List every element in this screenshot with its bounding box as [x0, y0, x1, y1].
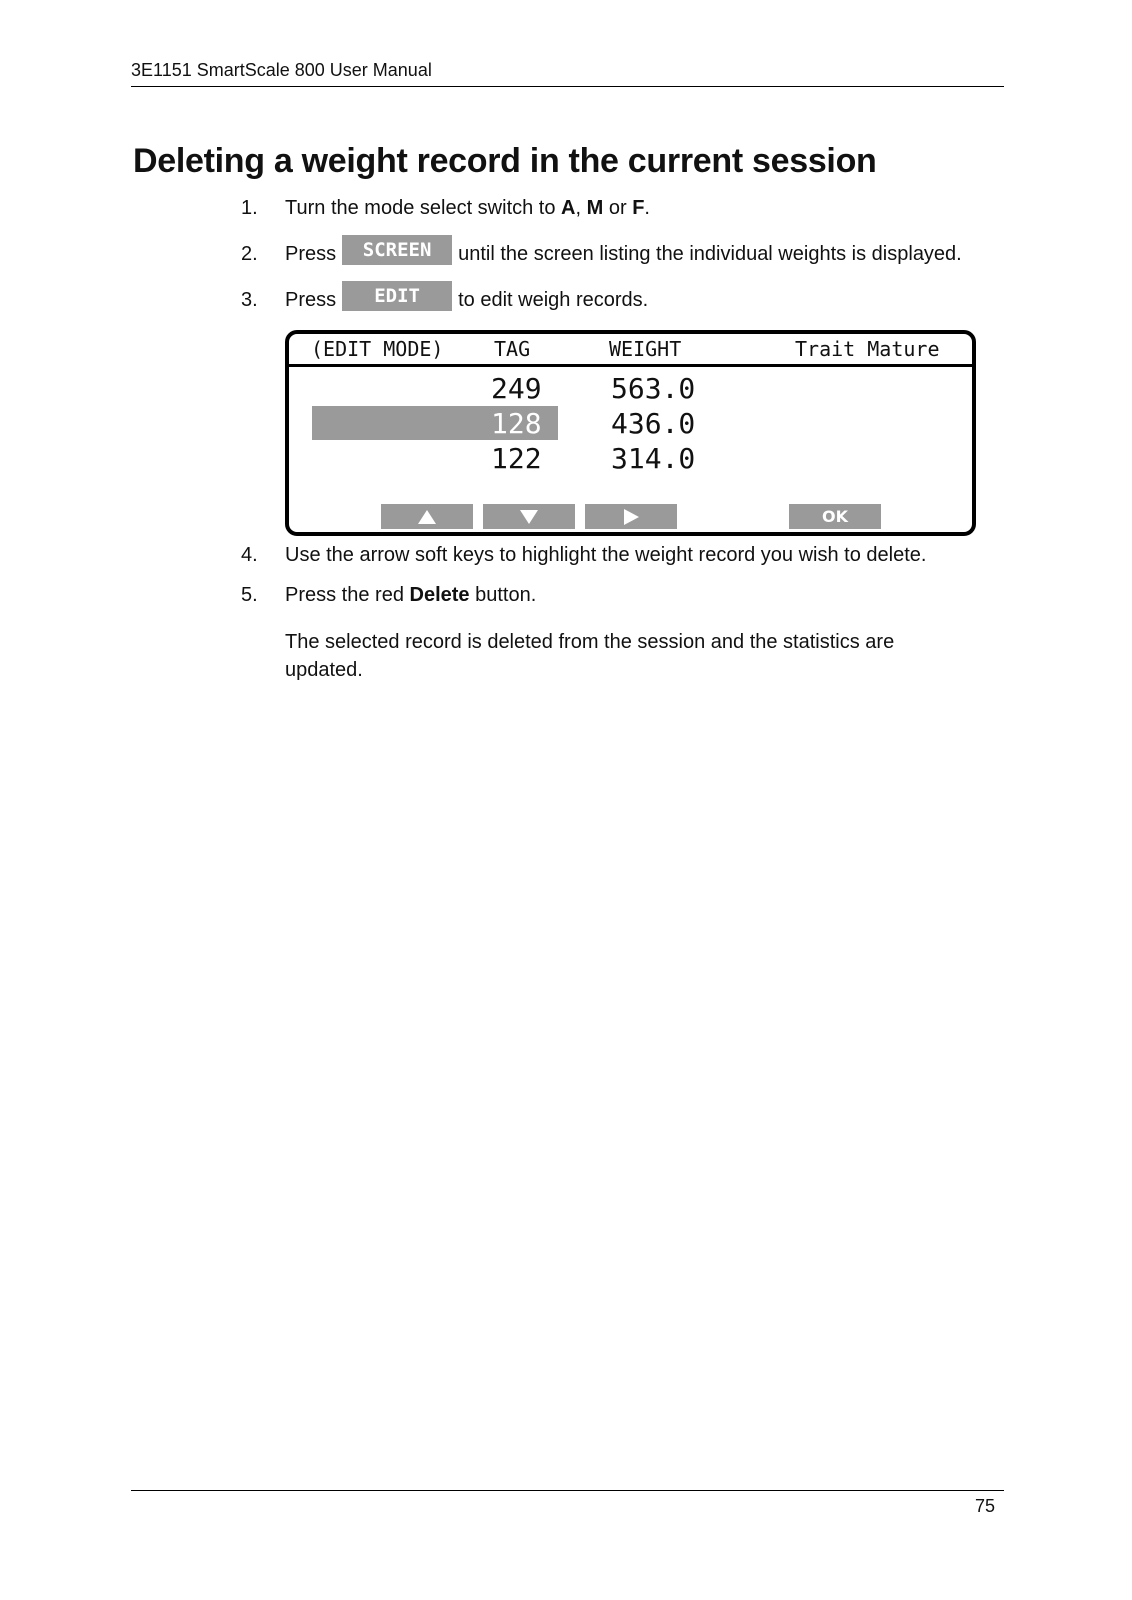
- step-text: [285, 239, 962, 269]
- step-text-part: .: [644, 196, 650, 219]
- step-text-part: ,: [575, 196, 587, 219]
- section-heading: Deleting a weight record in the current session: [133, 142, 877, 180]
- step-text-part: to edit weigh records.: [458, 288, 649, 311]
- step-text-part: Press: [285, 242, 337, 265]
- lcd-row-tag-selected: 128: [491, 407, 542, 440]
- header-divider: [131, 86, 1004, 87]
- mode-f-label: F: [632, 196, 645, 219]
- softkey-ok-label: OK: [822, 507, 848, 526]
- delete-button-label: Delete: [409, 583, 470, 606]
- up-triangle-icon: [417, 509, 437, 525]
- step-text-part: or: [603, 196, 633, 219]
- softkey-up[interactable]: [381, 504, 473, 529]
- softkey-down[interactable]: [483, 504, 575, 529]
- step-text-part: button.: [469, 583, 537, 606]
- step-number: 1.: [241, 196, 258, 219]
- edit-key-icon: EDIT: [342, 281, 452, 311]
- lcd-mode-label: (EDIT MODE): [311, 337, 444, 361]
- step-number: 4.: [241, 543, 258, 566]
- step-text: [285, 285, 648, 315]
- mode-m-label: M: [586, 196, 604, 219]
- step-number: 3.: [241, 288, 258, 311]
- step-text-part: until the screen listing the individual weights is displayed.: [458, 242, 962, 265]
- lcd-trait-label: Trait Mature: [795, 337, 940, 361]
- page-number: 75: [975, 1496, 996, 1516]
- step-text-part: Press: [285, 288, 337, 311]
- right-triangle-icon: [622, 508, 640, 526]
- step-text: [285, 584, 536, 607]
- lcd-weight-column-header: WEIGHT: [609, 337, 682, 361]
- manual-title: 3E1151 SmartScale 800 User Manual: [131, 60, 432, 80]
- footer-divider: [131, 1490, 1004, 1491]
- lcd-tag-column-header: TAG: [494, 337, 531, 361]
- result-paragraph: The selected record is deleted from the session and the statistics are updated.: [285, 631, 895, 681]
- step-text-part: Turn the mode select switch to: [285, 196, 562, 219]
- lcd-header-bar: [289, 334, 972, 367]
- step-text: Use the arrow soft keys to highlight the weight record you wish to delete.: [285, 543, 927, 566]
- step-text: [285, 197, 650, 220]
- step-number: 5.: [241, 583, 258, 606]
- lcd-row-weight: 314.0: [611, 442, 696, 475]
- lcd-row-tag: 249: [491, 372, 542, 405]
- lcd-row-tag: 122: [491, 442, 542, 475]
- step-number: 2.: [241, 242, 258, 265]
- softkey-right[interactable]: [585, 504, 677, 529]
- softkey-ok[interactable]: [789, 504, 881, 529]
- lcd-row-weight: 436.0: [611, 407, 696, 440]
- lcd-edit-screen: [285, 330, 976, 536]
- screen-key-icon: SCREEN: [342, 235, 452, 265]
- down-triangle-icon: [519, 509, 539, 525]
- mode-a-label: A: [561, 196, 576, 219]
- lcd-row-weight: 563.0: [611, 372, 696, 405]
- step-text-part: Press the red: [285, 583, 410, 606]
